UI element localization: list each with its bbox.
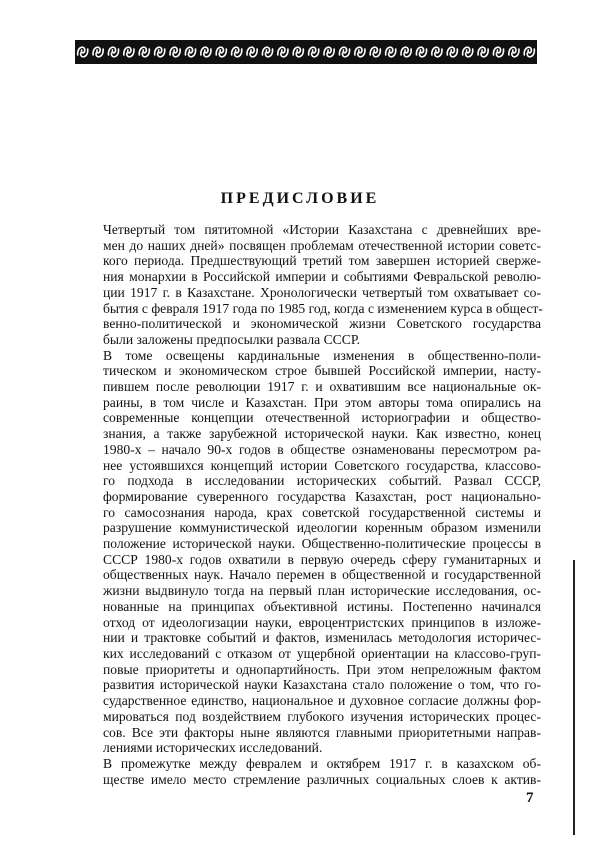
text-line: Четвертый том пятитомной «Истории Казахстана с древнейших вре- bbox=[103, 222, 541, 237]
text-line: положение исторической науки. Общественно-политические процессы в bbox=[103, 536, 541, 552]
text-line: раины, в том числе и Казахстан. При этом авторы тома опирались на bbox=[103, 394, 541, 410]
text-line: общественных наук. Начало перемен в общественной и государственной bbox=[103, 567, 541, 583]
text-line: го подхода в исследовании исторических событий. Развал СССР, bbox=[103, 473, 541, 489]
text-line: тическом и экономическом строе бывшей Российской империи, насту- bbox=[103, 363, 541, 379]
text-line: В промежутке между февралем и октябрем 1917 г. в казахском об- bbox=[103, 755, 541, 771]
page-title: ПРЕДИСЛОВИЕ bbox=[220, 190, 380, 207]
text-line: 1980-х – начало 90-х годов в обществе ознаменованы пересмотром ра- bbox=[103, 441, 541, 457]
text-line: бытия с февраля 1917 года по 1985 год, когда с изменением курса в общест- bbox=[103, 300, 543, 316]
text-line: нее устоявшихся концепций истории Советского государства, классово- bbox=[103, 457, 541, 473]
text-line: лениями исторических исследований. bbox=[103, 740, 323, 756]
ornament-border bbox=[75, 40, 537, 64]
text-line: ния монархии в Российской империи и событиями Февральской револю- bbox=[103, 269, 541, 285]
text-line: мироваться под воздействием глубокого изучения исторических процес- bbox=[103, 708, 541, 724]
text-line: мен до наших дней» посвящен проблемам отечественной истории советс- bbox=[103, 237, 541, 253]
paragraph-2 bbox=[81, 348, 541, 756]
paragraph-3 bbox=[81, 756, 541, 787]
text-line: знания, а также зарубежной исторической науки. Как известно, конец bbox=[103, 426, 541, 442]
text-line: В томе освещены кардинальные изменения в общественно-поли- bbox=[103, 347, 541, 363]
text-line: го самосознания народа, крах советской государственной системы и bbox=[103, 504, 541, 520]
text-line: были заложены предпосылки развала СССР. bbox=[103, 331, 361, 347]
text-line: нии и трактовке событий и фактов, изменилась методология историчес- bbox=[103, 630, 541, 646]
text-line: нованные на принципах объективной истины. Постепенно начинался bbox=[103, 598, 541, 614]
text-line: пившем после революции 1917 г. и охватившим все национальные ок- bbox=[103, 379, 541, 395]
text-line: СССР 1980-х годов охватили в первую очередь сферу гуманитарных и bbox=[103, 551, 541, 567]
text-line: формирование суверенного государства Казахстан, рост национально- bbox=[103, 488, 541, 504]
text-line: кого периода. Предшествующий третий том завершен историей сверже- bbox=[103, 253, 541, 269]
text-line: отход от идеологизации науки, евроцентристских принципов в изложе- bbox=[103, 614, 541, 630]
text-line: современные концепции отечественной историографии и общество- bbox=[103, 410, 541, 426]
text-line: сударственное единство, национальное и духовное согласие должны фор- bbox=[103, 693, 541, 709]
text-line: венно-политической и экономической жизни Советского государства bbox=[103, 316, 541, 332]
body-text bbox=[81, 222, 541, 787]
text-line: жизни выдвинуло тогда на первый план исторические исследования, ос- bbox=[103, 583, 541, 599]
text-line: ких исследований с отказом от ущербной ориентации на классово-груп- bbox=[103, 645, 541, 661]
text-line: сов. Все эти факторы ныне являются главными приоритетными направ- bbox=[103, 724, 541, 740]
text-line: ции 1917 г. в Казахстане. Хронологически четвертый том охватывает со- bbox=[103, 284, 541, 300]
margin-rule bbox=[573, 560, 575, 835]
text-line: повые приоритеты и однопартийность. При этом непреложным фактом bbox=[103, 661, 541, 677]
text-line: развития исторической науки Казахстана стало положение о том, что го- bbox=[103, 677, 541, 693]
page-number: 7 bbox=[526, 790, 534, 806]
text-line: разрушение коммунистической идеологии коренным образом изменили bbox=[103, 520, 541, 536]
paragraph-1 bbox=[81, 222, 541, 348]
text-line: ществе имело место стремление различных социальных слоев к актив- bbox=[103, 771, 541, 787]
